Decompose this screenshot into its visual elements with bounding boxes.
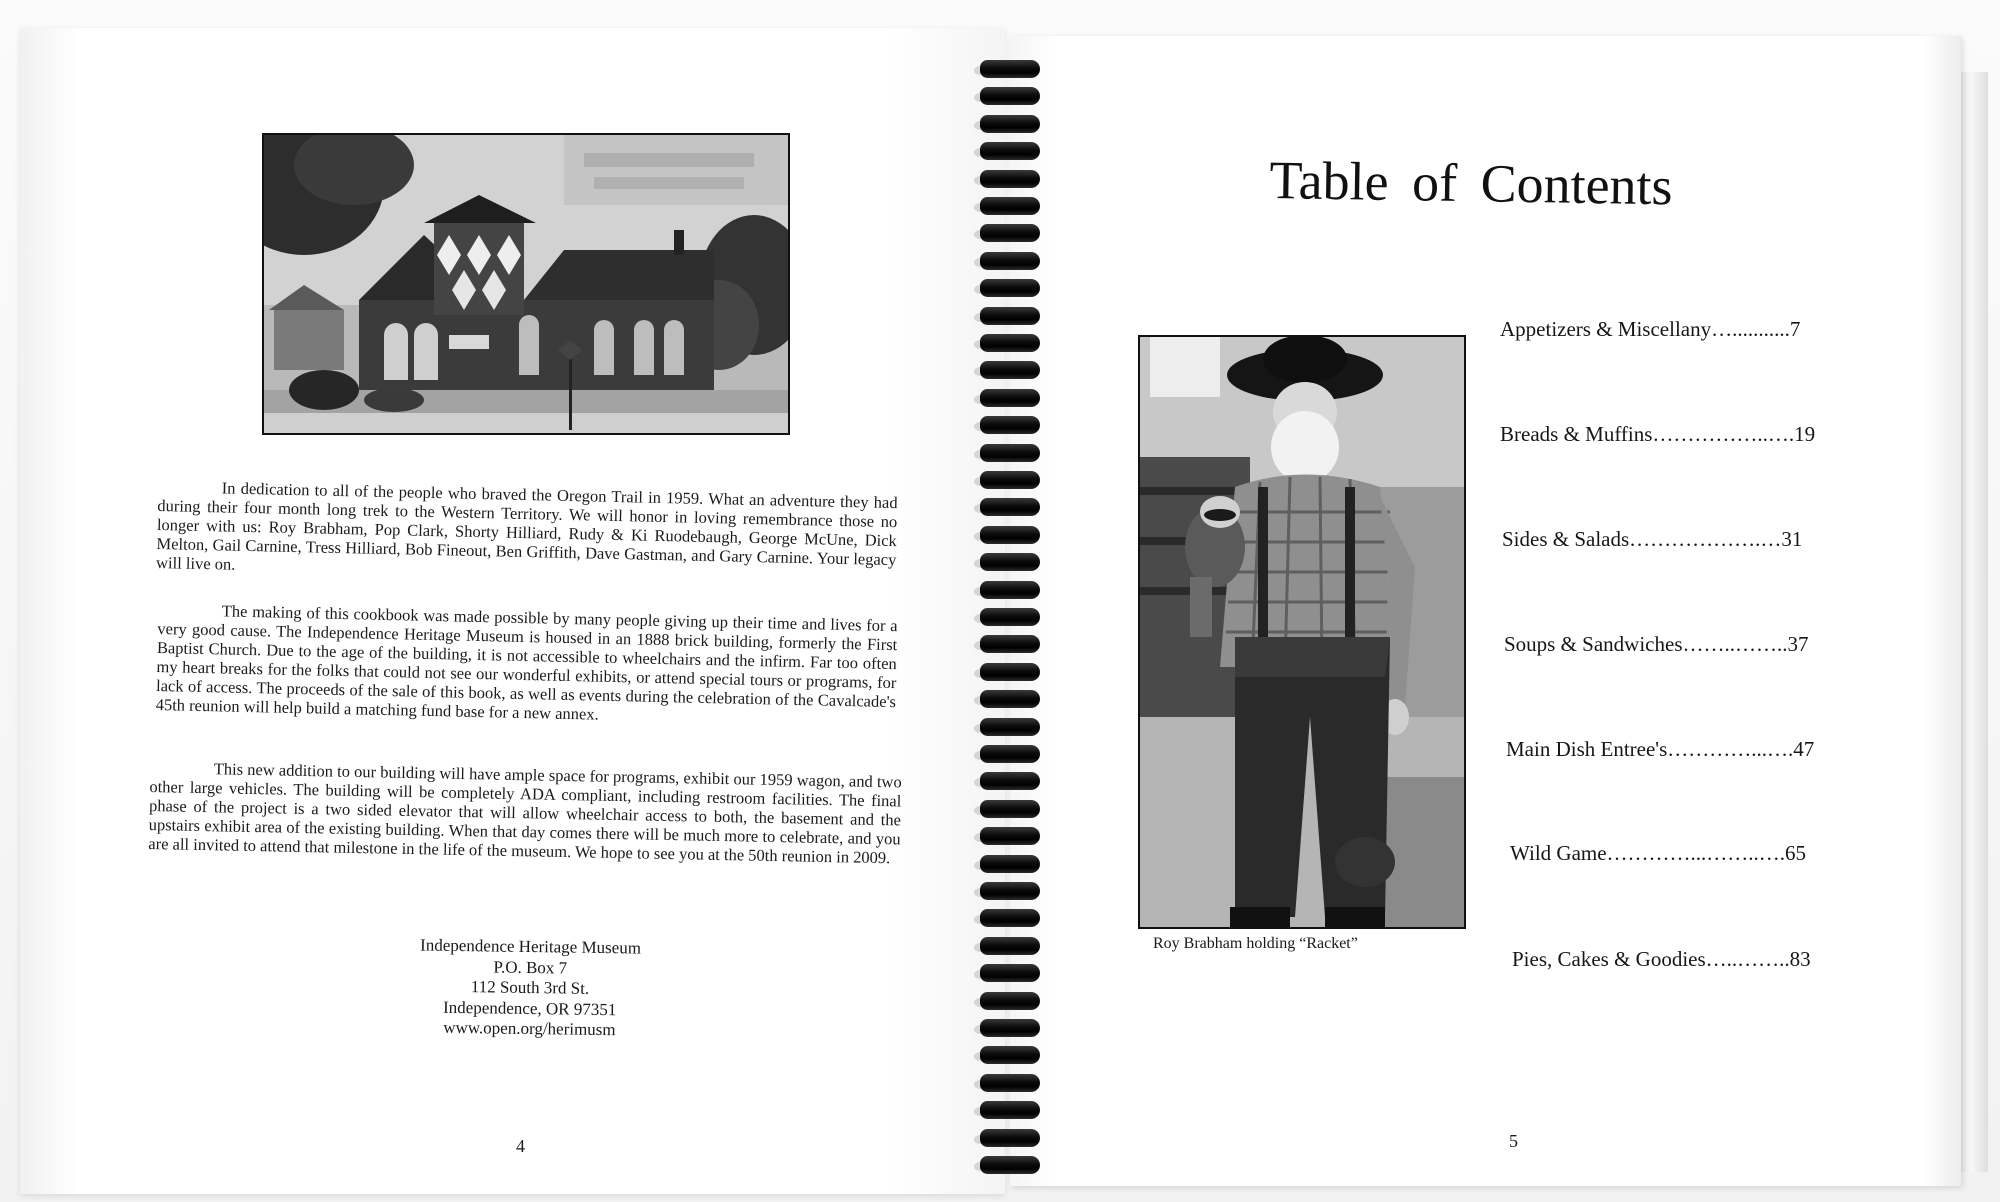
address-line: Independence, OR 97351 <box>442 997 617 1019</box>
spiral-coil <box>972 716 1052 738</box>
roy-brabham-photo <box>1138 335 1466 929</box>
spiral-coil <box>972 359 1052 381</box>
coil-loop <box>980 581 1040 599</box>
coil-loop <box>980 361 1040 379</box>
spiral-coil <box>972 633 1052 655</box>
coil-loop <box>980 553 1040 571</box>
coil-loop <box>980 444 1040 462</box>
coil-loop <box>980 1101 1040 1119</box>
address-line: 112 South 3rd St. <box>470 977 590 998</box>
spiral-coil <box>972 414 1052 436</box>
spiral-coil <box>972 1017 1052 1039</box>
table-of-contents-title: Table of Contents <box>1269 149 1674 217</box>
address-line: Independence Heritage Museum <box>419 935 642 958</box>
coil-loop <box>980 992 1040 1010</box>
spiral-coil <box>972 770 1052 792</box>
coil-loop <box>980 882 1040 900</box>
annex-plans-paragraph <box>148 758 902 867</box>
photo-caption: Roy Brabham holding “Racket” <box>1153 935 1358 952</box>
spiral-coil <box>972 140 1052 162</box>
coil-loop <box>980 170 1040 188</box>
right-page-number: 5 <box>1509 1131 1518 1151</box>
spiral-coil <box>972 743 1052 765</box>
museum-address-block <box>379 935 680 1042</box>
spiral-coil <box>972 250 1052 272</box>
spiral-coil <box>972 990 1052 1012</box>
coil-loop <box>980 937 1040 955</box>
spiral-coil <box>972 1044 1052 1066</box>
coil-loop <box>980 1156 1040 1174</box>
coil-loop <box>980 334 1040 352</box>
paragraph-text: The making of this cookbook was made possible by many people giving up their time and lives for a very good cause. The Independence Heritage Museum is housed in an 1888 brick building, formerly the First Baptist Church. Due to the age of the building, it is not accessible to wheelchairs and the infirm. Far too often my heart breaks for the folks that could not see our wonderful exhibits, or attend special tours or programs, for lack of access. The proceeds of the sale of this book, as well as events during the celebration of the Cavalcade's 45th reunion will help build a matching fund base for a new annex. <box>155 601 898 724</box>
coil-loop <box>980 690 1040 708</box>
coil-loop <box>980 718 1040 736</box>
toc-entry-sides: Sides & Salads……………….…31 <box>1502 527 1803 551</box>
spiral-coil <box>972 606 1052 628</box>
toc-entry-main-dish: Main Dish Entree's…………...….47 <box>1506 737 1815 761</box>
spiral-coil <box>972 469 1052 491</box>
spiral-coil <box>972 305 1052 327</box>
left-page-number: 4 <box>516 1136 525 1156</box>
address-website: www.open.org/herimusm <box>443 1017 616 1040</box>
coil-loop <box>980 1074 1040 1092</box>
dedication-paragraph <box>156 477 898 588</box>
coil-loop <box>980 307 1040 325</box>
spiral-binding <box>972 58 1052 1178</box>
coil-loop <box>980 115 1040 133</box>
spiral-coil <box>972 880 1052 902</box>
spiral-coil <box>972 277 1052 299</box>
spiral-coil <box>972 168 1052 190</box>
toc-entry-soups: Soups & Sandwiches……..……..37 <box>1504 632 1809 656</box>
paragraph-text: In dedication to all of the people who braved the Oregon Trail in 1959. What an adventure they had during their four month long trek to the Western Territory. We will honor in loving remembrance those no longer with us: Roy Brabham, Pop Clark, Shorty Hilliard, Rudy & Ki Ruodebaugh, George McUne, Dick Melton, Gail Carnine, Tress Hilliard, Bob Fineout, Ben Griffith, Dave Gastman, and Gary Carnine. Your legacy will live on. <box>155 478 898 574</box>
spiral-coil <box>972 798 1052 820</box>
spiral-coil <box>972 387 1052 409</box>
spiral-coil <box>972 907 1052 929</box>
spiral-coil <box>972 1072 1052 1094</box>
coil-loop <box>980 745 1040 763</box>
coil-loop <box>980 608 1040 626</box>
spiral-coil <box>972 1127 1052 1149</box>
coil-loop <box>980 389 1040 407</box>
coil-loop <box>980 224 1040 242</box>
spiral-coil <box>972 1154 1052 1176</box>
coil-loop <box>980 772 1040 790</box>
spiral-coil <box>972 524 1052 546</box>
spiral-coil <box>972 853 1052 875</box>
coil-loop <box>980 1046 1040 1064</box>
coil-loop <box>980 526 1040 544</box>
coil-loop <box>980 252 1040 270</box>
coil-loop <box>980 87 1040 105</box>
coil-loop <box>980 279 1040 297</box>
coil-loop <box>980 800 1040 818</box>
toc-entry-pies-cakes: Pies, Cakes & Goodies…..……..83 <box>1512 947 1811 971</box>
coil-loop <box>980 471 1040 489</box>
spiral-coil <box>972 222 1052 244</box>
coil-loop <box>980 964 1040 982</box>
church-building-photo <box>262 133 790 435</box>
spiral-coil <box>972 688 1052 710</box>
spiral-coil <box>972 551 1052 573</box>
coil-loop <box>980 498 1040 516</box>
coil-loop <box>980 1129 1040 1147</box>
toc-entry-appetizers: Appetizers & Miscellany…...........7 <box>1500 317 1801 341</box>
coil-loop <box>980 142 1040 160</box>
spiral-coil <box>972 935 1052 957</box>
coil-loop <box>980 1019 1040 1037</box>
table-of-contents-list <box>1500 316 1900 996</box>
spiral-coil <box>972 496 1052 518</box>
toc-entry-wild-game: Wild Game…………...……..….65 <box>1510 841 1807 865</box>
spiral-coil <box>972 85 1052 107</box>
spiral-coil <box>972 442 1052 464</box>
spiral-coil <box>972 661 1052 683</box>
coil-loop <box>980 635 1040 653</box>
coil-loop <box>980 855 1040 873</box>
spiral-coil <box>972 113 1052 135</box>
coil-loop <box>980 197 1040 215</box>
stacked-page-edges <box>1960 72 1988 1172</box>
coil-loop <box>980 827 1040 845</box>
spiral-coil <box>972 825 1052 847</box>
toc-entry-breads: Breads & Muffins……………..….19 <box>1500 422 1816 446</box>
spiral-coil <box>972 1099 1052 1121</box>
spiral-coil <box>972 332 1052 354</box>
coil-loop <box>980 60 1040 78</box>
spiral-coil <box>972 579 1052 601</box>
cookbook-purpose-paragraph <box>156 600 898 730</box>
address-line: P.O. Box 7 <box>493 956 568 978</box>
spiral-coil <box>972 195 1052 217</box>
coil-loop <box>980 663 1040 681</box>
spiral-coil <box>972 962 1052 984</box>
coil-loop <box>980 416 1040 434</box>
spiral-coil <box>972 58 1052 80</box>
coil-loop <box>980 909 1040 927</box>
paragraph-text: This new addition to our building will have ample space for programs, exhibit our 1959 wagon, and two other large vehicles. The building will be completely ADA compliant, including restroom facilities. The final phase of the project is a two sided elevator that will allow wheelchair access to both, the basement and the upstairs exhibit area of the existing building. When that day comes there will be much more to celebrate, and you are all invited to attend that milestone in the life of the museum. We hope to see you at the 50th reunion in 2009. <box>148 759 902 868</box>
